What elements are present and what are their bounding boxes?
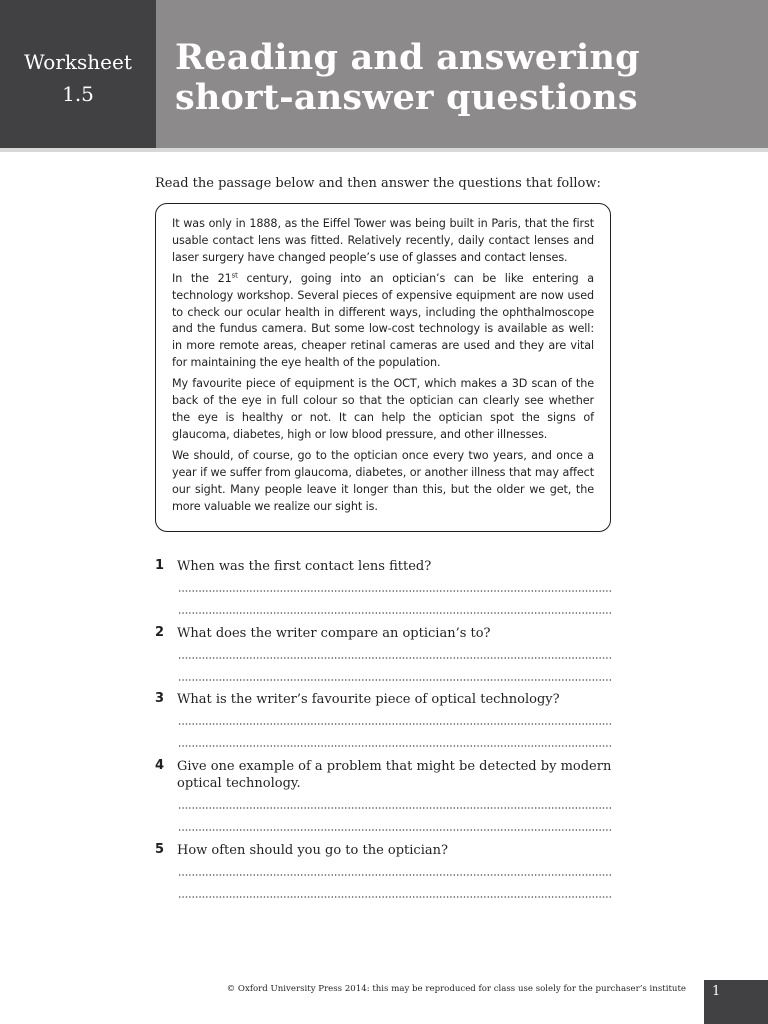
question-number: 5 bbox=[155, 842, 165, 857]
question-number: 4 bbox=[155, 758, 165, 773]
passage-paragraph-4: We should, of course, go to the optician once every two years, and once a year if we suffer from glaucoma, diabetes, or another illness that may affect our sight. Many people leave it longer than this, but the older we get, the more valuable we realize our sight is. bbox=[172, 448, 594, 513]
question-number: 1 bbox=[155, 558, 165, 573]
header-divider bbox=[0, 148, 768, 152]
question-number: 3 bbox=[155, 691, 165, 706]
page-number-box bbox=[704, 980, 768, 1024]
question-text: Give one example of a problem that might be detected by modern optical technology. bbox=[177, 759, 612, 791]
answer-line[interactable] bbox=[178, 745, 612, 747]
title-line-1: Reading and answering bbox=[175, 37, 640, 78]
answer-line[interactable] bbox=[178, 723, 612, 725]
worksheet-label: Worksheet bbox=[24, 50, 132, 74]
passage-paragraph-3: My favourite piece of equipment is the OCT, which makes a 3D scan of the back of the eye in full colour so that the optician can clearly see whether the eye is healthy or not. It can help the optician spot the signs of glaucoma, diabetes, high or low blood pressure, and other illnesses. bbox=[172, 377, 594, 441]
answer-line[interactable] bbox=[178, 679, 612, 681]
passage-paragraph-2: In the 21st century, going into an optician’s can be like entering a technology workshop. Several pieces of expensive equipment are now used to check our ocular health in different ways, including the ophthalmoscope and the fundus camera. But some low-cost technology is available as well: in more remote areas, cheaper retinal cameras are used and they are vital for maintaining the eye health of the population. bbox=[172, 270, 594, 370]
worksheet-number: 1.5 bbox=[62, 82, 94, 106]
title-line-2: short-answer questions bbox=[175, 77, 638, 118]
question-text: How often should you go to the optician? bbox=[177, 843, 448, 858]
question-text: What does the writer compare an optician’s to? bbox=[177, 626, 491, 641]
answer-line[interactable] bbox=[178, 657, 612, 659]
worksheet-badge bbox=[0, 0, 156, 148]
answer-line[interactable] bbox=[178, 874, 612, 876]
answer-line[interactable] bbox=[178, 896, 612, 898]
answer-line[interactable] bbox=[178, 807, 612, 809]
passage-paragraph-1: It was only in 1888, as the Eiffel Tower was being built in Paris, that the first usable contact lens was fitted. Relatively recently, daily contact lenses and laser surgery have changed people’s use of glasses and contact lenses. bbox=[172, 217, 594, 264]
question-number: 2 bbox=[155, 625, 165, 640]
question-text: When was the first contact lens fitted? bbox=[177, 559, 432, 574]
answer-line[interactable] bbox=[178, 612, 612, 614]
instructions: Read the passage below and then answer the questions that follow: bbox=[155, 176, 601, 191]
copyright-notice: © Oxford University Press 2014: this may be reproduced for class use solely for the purchaser’s institute bbox=[226, 984, 686, 994]
page-number: 1 bbox=[712, 984, 721, 999]
question-text: What is the writer’s favourite piece of optical technology? bbox=[177, 692, 560, 707]
page-title bbox=[175, 38, 755, 118]
answer-line[interactable] bbox=[178, 829, 612, 831]
reading-passage bbox=[155, 203, 611, 532]
answer-line[interactable] bbox=[178, 590, 612, 592]
